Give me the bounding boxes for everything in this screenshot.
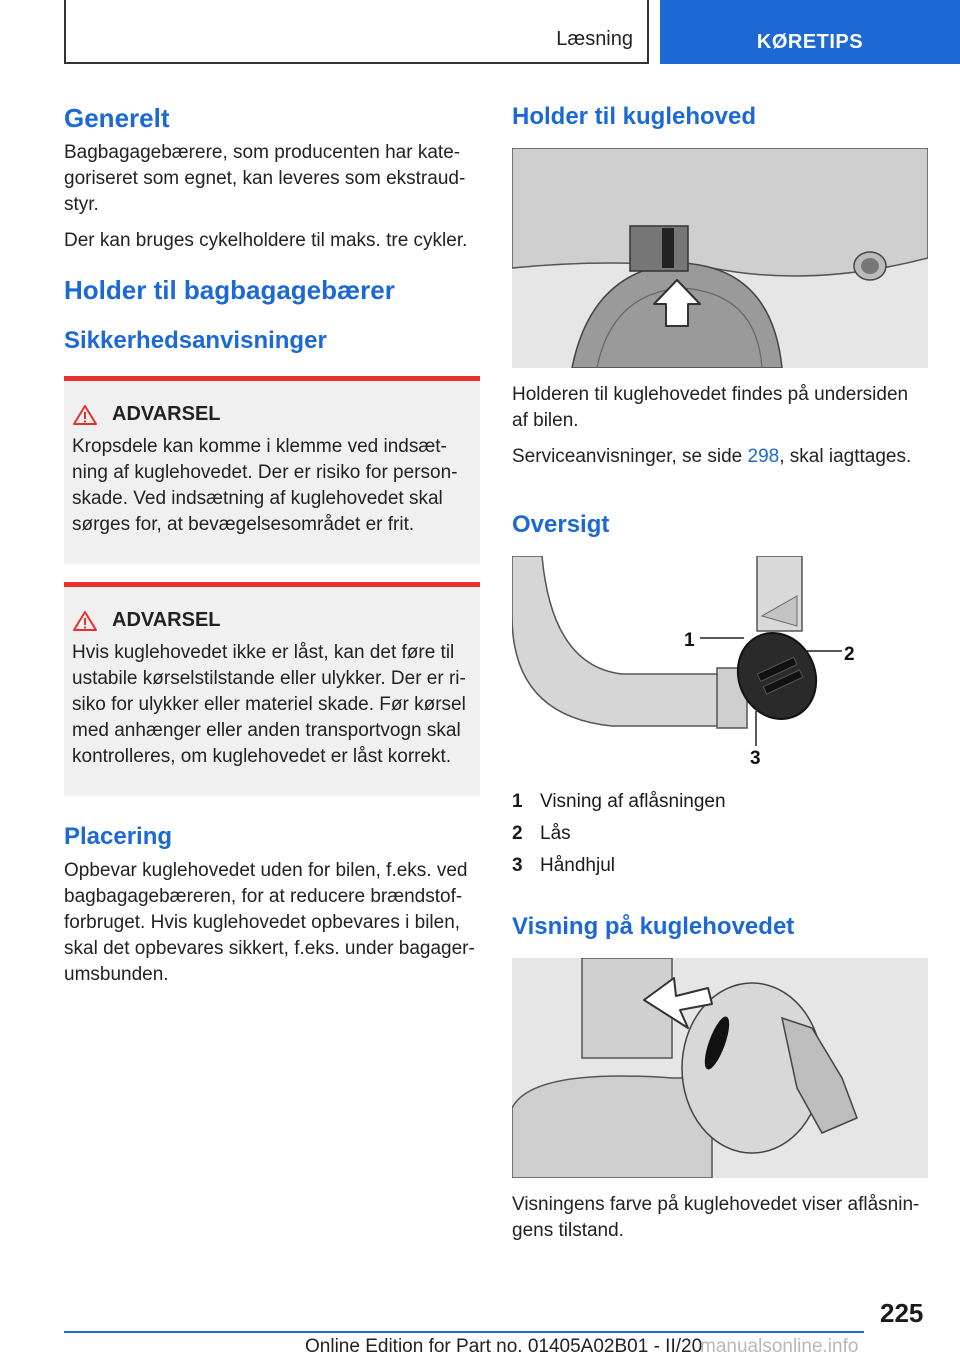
heading-generelt: Generelt bbox=[64, 103, 170, 133]
warning-triangle-icon bbox=[72, 404, 98, 426]
paragraph-visning: Visningens farve på kuglehovedet viser aflåsnin-gens tilstand. bbox=[512, 1194, 920, 1241]
warning-title-row-1 bbox=[72, 403, 472, 426]
warning-triangle-icon bbox=[72, 610, 98, 632]
footer-rule bbox=[64, 1331, 864, 1333]
legend-number: 2 bbox=[512, 823, 523, 844]
paragraph-holder-location: Holderen til kuglehovedet findes på undersiden af bilen. bbox=[512, 384, 909, 431]
warning-box-1 bbox=[64, 376, 480, 564]
figure-visning-illustration bbox=[512, 958, 928, 1178]
callout-3: 3 bbox=[750, 748, 761, 769]
header-box bbox=[64, 0, 649, 64]
left-column bbox=[64, 100, 480, 988]
figure-holder-underside bbox=[512, 148, 928, 368]
footer-edition: Online Edition for Part no. 01405A02B01 - II/20 bbox=[305, 1336, 703, 1357]
heading-placering: Placering bbox=[64, 823, 173, 850]
heading-sikkerhedsanvisninger: Sikkerhedsanvisninger bbox=[64, 327, 327, 354]
warning-text-2: Hvis kuglehovedet ikke er låst, kan det føre til ustabile kørselstilstande eller ulykker. Der er ri-siko for ulykker eller materiel skade. Før kørsel med anhænger eller anden transportvogn skal kontrolleres, om kuglehovedet er låst korrekt. bbox=[72, 642, 466, 767]
service-text-after: , skal iagttages. bbox=[779, 446, 912, 467]
header-section-title: Læsning bbox=[556, 28, 633, 50]
figure-visning bbox=[512, 958, 928, 1178]
figure-oversigt bbox=[512, 556, 928, 774]
warning-box-2 bbox=[64, 582, 480, 796]
page-number: 225 bbox=[880, 1298, 924, 1328]
heading-oversigt: Oversigt bbox=[512, 511, 610, 538]
callout-2: 2 bbox=[844, 644, 855, 665]
legend-label: Lås bbox=[540, 823, 571, 844]
header-tab-koretips[interactable]: KØRETIPS bbox=[660, 0, 960, 64]
paragraph-service bbox=[512, 444, 928, 470]
figure-holder-illustration bbox=[512, 148, 928, 368]
heading-holder-bagbagagebaerer: Holder til bagbagagebærer bbox=[64, 275, 395, 305]
legend-item bbox=[512, 786, 928, 818]
legend-item bbox=[512, 850, 928, 882]
callout-1: 1 bbox=[684, 630, 695, 651]
legend-item bbox=[512, 818, 928, 850]
heading-holder-kuglehoved: Holder til kuglehoved bbox=[512, 103, 757, 130]
warning-text-1: Kropsdele kan komme i klemme ved indsæt-ning af kuglehovedet. Der er risiko for person-skade. Ved indsætning af kuglehovedet skal sørges for, at bevægelsesområdet er frit. bbox=[72, 436, 458, 535]
paragraph-placering: Opbevar kuglehovedet uden for bilen, f.eks. ved bagbagagebæreren, for at reducere brændstof-forbruget. Hvis kuglehovedet opbevares i bilen, skal det opbevares sikkert, f.eks. under bagager-umsbunden. bbox=[64, 860, 475, 985]
paragraph-generelt-1: Bagbagagebærere, som producenten har kate-goriseret som egnet, kan leveres som ekstraud-styr. bbox=[64, 142, 466, 215]
right-column bbox=[512, 100, 928, 1244]
legend-list bbox=[512, 786, 928, 882]
warning-title-1: ADVARSEL bbox=[112, 403, 221, 425]
warning-title-row-2 bbox=[72, 609, 472, 632]
watermark: manualsonline.info bbox=[700, 1336, 859, 1357]
heading-visning: Visning på kuglehovedet bbox=[512, 913, 795, 940]
warning-title-2: ADVARSEL bbox=[112, 609, 221, 631]
legend-label: Visning af aflåsningen bbox=[540, 791, 726, 812]
service-text-before: Serviceanvisninger, se side bbox=[512, 446, 748, 467]
legend-label: Håndhjul bbox=[540, 855, 615, 876]
paragraph-generelt-2: Der kan bruges cykelholdere til maks. tre cykler. bbox=[64, 230, 468, 251]
page-link-298[interactable]: 298 bbox=[747, 446, 780, 467]
legend-number: 1 bbox=[512, 791, 523, 812]
legend-number: 3 bbox=[512, 855, 523, 876]
figure-oversigt-illustration bbox=[512, 556, 928, 774]
